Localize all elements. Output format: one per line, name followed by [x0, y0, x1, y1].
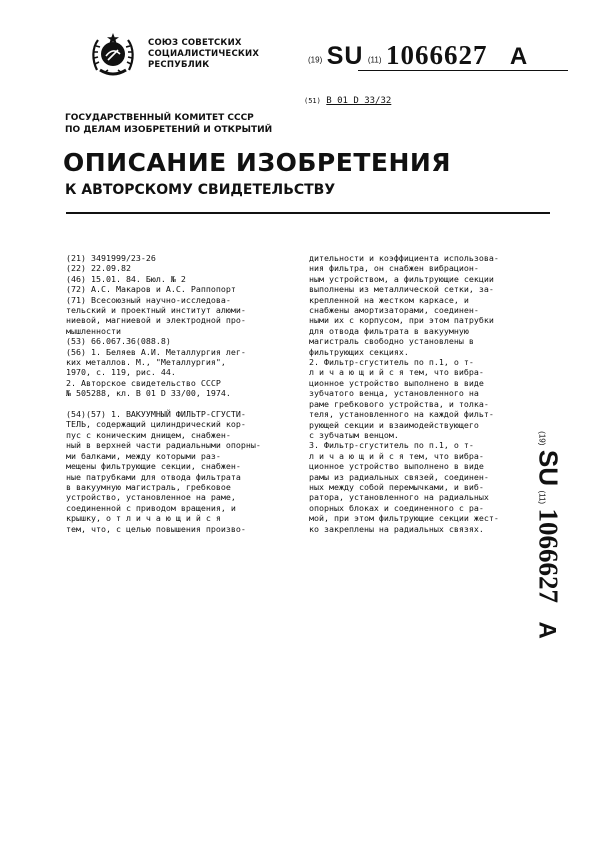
- text-line: тельский и проектный институт алюми-: [66, 305, 246, 316]
- text-line: мещены фильтрующие секции, снабжен-: [66, 461, 241, 472]
- text-line: (22) 22.09.82: [66, 263, 131, 274]
- text-line: для отвода фильтрата в вакуумную: [309, 325, 469, 336]
- issuing-state: [148, 38, 259, 71]
- text-line: ные патрубками для отвода фильтрата: [66, 471, 241, 482]
- text-line: (53) 66.067.36(088.8): [66, 336, 171, 347]
- header-divider: [66, 212, 550, 214]
- text-line: ционное устройство выполнено в виде: [309, 377, 484, 388]
- text-line: опорных блоках и соединенного с ра-: [309, 502, 484, 513]
- inid-code-11: (11): [537, 490, 547, 505]
- committee-line: ПО ДЕЛАМ ИЗОБРЕТЕНИЙ И ОТКРЫТИЙ: [65, 125, 273, 135]
- text-line: зубчатого венца, установленного на: [309, 388, 479, 399]
- org-line: СОЮЗ СОВЕТСКИХ: [148, 38, 242, 48]
- text-line: [66, 399, 261, 409]
- bibliographic-and-claim-column: [66, 253, 261, 534]
- text-line: выполнены из металлической сетки, за-: [309, 284, 494, 295]
- text-line: 1970, с. 119, рис. 44.: [66, 367, 176, 378]
- text-line: (72) А.С. Макаров и А.С. Раппопорт: [66, 284, 236, 295]
- text-line: 2. Фильтр-сгуститель по п.1, о т-: [309, 357, 474, 368]
- inid-code-19: (19): [537, 431, 547, 446]
- text-line: фильтрующих секциях.: [309, 346, 409, 357]
- inid-code-19: (19): [308, 55, 323, 65]
- kind-code: A: [533, 621, 561, 639]
- document-subtitle: К АВТОРСКОМУ СВИДЕТЕЛЬСТВУ: [65, 182, 336, 198]
- text-line: магистраль свободно установлены в: [309, 336, 474, 347]
- text-line: мой, при этом фильтрующие секции жест-: [309, 513, 499, 524]
- text-line: соединенной с приводом вращения, и: [66, 502, 236, 513]
- text-line: снабжены амортизаторами, соединен-: [309, 305, 479, 316]
- kind-code: A: [509, 43, 528, 70]
- vertical-patent-number: [528, 415, 568, 655]
- text-line: тем, что, с целью повышения произво-: [66, 523, 246, 534]
- committee-name: [65, 112, 272, 136]
- document-title: ОПИСАНИЕ ИЗОБРЕТЕНИЯ: [63, 148, 452, 177]
- text-line: ных между собой перемычками, и виб-: [309, 481, 484, 492]
- text-line: рамы из радиальных связей, соединен-: [309, 471, 489, 482]
- text-line: ционное устройство выполнено в виде: [309, 461, 484, 472]
- text-line: ными их с корпусом, при этом патрубки: [309, 315, 494, 326]
- text-line: мышленности: [66, 325, 121, 336]
- claim-continuation-column: [309, 253, 499, 534]
- text-line: ми балками, между которыми раз-: [66, 450, 221, 461]
- inid-code-11: (11): [367, 55, 382, 65]
- org-line: СОЦИАЛИСТИЧЕСКИХ: [148, 49, 260, 59]
- country-code: SU: [533, 449, 564, 486]
- text-line: крепленной на жестком каркасе, и: [309, 294, 469, 305]
- text-line: ратора, установленного на радиальных: [309, 492, 489, 503]
- text-line: ниевой, магниевой и электродной про-: [66, 315, 246, 326]
- text-line: л и ч а ю щ и й с я тем, что вибра-: [309, 450, 484, 461]
- country-code: SU: [326, 42, 364, 70]
- ipc-classification: [304, 96, 391, 106]
- text-line: теля, установленного на каждой фильт-: [309, 409, 494, 420]
- text-line: (21) 3491999/23-26: [66, 253, 156, 263]
- text-line: ко закреплены на радиальных связях.: [309, 523, 484, 534]
- text-line: ный в верхней части радиальными опорны-: [66, 440, 261, 451]
- patent-number: 1066627: [385, 40, 488, 70]
- text-line: (56) 1. Беляев А.И. Металлургия лег-: [66, 346, 246, 357]
- patent-number-underline: [358, 70, 568, 71]
- inid-code-51: (51): [304, 97, 321, 105]
- text-line: ких металлов. М., "Металлургия",: [66, 357, 226, 368]
- ussr-emblem-icon: [88, 30, 138, 80]
- committee-line: ГОСУДАРСТВЕННЫЙ КОМИТЕТ СССР: [65, 113, 254, 123]
- text-line: дительности и коэффициента использова-: [309, 253, 499, 263]
- patent-number-block: [308, 40, 527, 71]
- text-line: в вакуумную магистраль, гребковое: [66, 481, 231, 492]
- text-line: 3. Фильтр-сгуститель по п.1, о т-: [309, 440, 474, 451]
- text-line: пус с коническим днищем, снабжен-: [66, 429, 231, 440]
- text-line: рующей секции и взаимодействующего: [309, 419, 479, 430]
- text-line: устройство, установленное на раме,: [66, 492, 236, 503]
- text-line: с зубчатым венцом.: [309, 429, 399, 440]
- text-line: (54)(57) 1. ВАКУУМНЫЙ ФИЛЬТР-СГУСТИ-: [66, 409, 246, 420]
- org-line: РЕСПУБЛИК: [148, 60, 210, 70]
- text-line: раме гребкового устройства, и толка-: [309, 398, 489, 409]
- ipc-value: B 01 D 33/32: [326, 96, 392, 106]
- text-line: ния фильтра, он снабжен вибрацион-: [309, 263, 479, 274]
- text-line: крышку, о т л и ч а ю щ и й с я: [66, 513, 221, 524]
- text-line: ТЕЛЬ, содержащий цилиндрический кор-: [66, 419, 246, 430]
- text-line: л и ч а ю щ и й с я тем, что вибра-: [309, 367, 484, 378]
- patent-number: 1066627: [533, 508, 564, 604]
- text-line: 2. Авторское свидетельство СССР: [66, 377, 221, 388]
- text-line: (71) Всесоюзный научно-исследова-: [66, 294, 231, 305]
- text-line: ным устройством, а фильтрующие секции: [309, 273, 494, 284]
- text-line: № 505288, кл. B 01 D 33/00, 1974.: [66, 388, 231, 399]
- text-line: (46) 15.01. 84. Бюл. № 2: [66, 273, 186, 284]
